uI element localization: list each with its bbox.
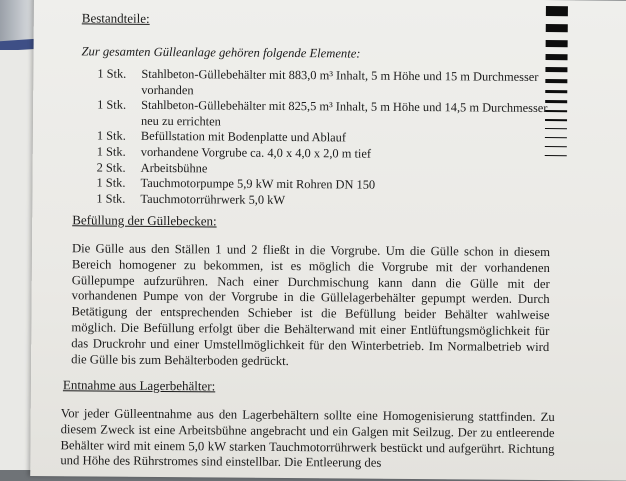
- list-item: [97, 67, 557, 102]
- item-quantity: 1 Stk.: [97, 66, 127, 81]
- item-description: Arbeitsbühne: [140, 160, 208, 175]
- item-quantity: 2 Stk.: [96, 160, 126, 175]
- removal-paragraph: Vor jeder Gülleentnahme aus den Lagerbehältern sollte eine Homogenisierung stattfinden. Zu diesem Zweck ist eine Arbeitsbühne angebracht und ein Galgen mit Seilzug. Der zu entleerende Behälter wird mit einem 5,0 kW starken Tauchmotorrührwerk bestückt und aufgerührt. Richtung und Höhe des Rührstromes sind einstellbar. Die Entleerung des: [60, 406, 555, 471]
- components-list: [96, 67, 557, 211]
- item-description: Stahlbeton-Güllebehälter mit 883,0 m³ Inhalt, 5 m Höhe und 15 m Durchmesser vorhanden: [141, 66, 539, 97]
- item-description: Stahlbeton-Güllebehälter mit 825,5 m³ Inhalt, 5 m Höhe und 14,5 m Durchmesser neu zu errichten: [140, 98, 548, 129]
- removal-heading: Entnahme aus Lagerbehälter:: [62, 377, 216, 394]
- list-item: [96, 191, 556, 210]
- item-quantity: 1 Stk.: [96, 175, 126, 190]
- components-intro: Zur gesamten Gülleanlage gehören folgende Elemente:: [81, 44, 361, 61]
- filling-paragraph: Die Gülle aus den Ställen 1 und 2 fließt in die Vorgrube. Um die Gülle schon in diesem Bereich homogener zu bekommen, ist es möglich die Vorgrube mit der vorhandenen Güllepumpe aufzurühren. Nach einer Durchmischung kann dann die Gülle mit der vorhandenen Pumpe von der Vorgrube in die Güllelagerbehälter gepumpt werden. Durch Betätigung der entsprechenden Schieber ist die Befüllung beider Behälter wahlweise möglich. Die Befüllung erfolgt über die Behälterwand mit einer Entlüftungsmöglichkeit für das Druckrohr und einer Umstellmöglichkeit für den Winterbetrieb. Im Normalbetrieb wird die Gülle bis zum Behälterboden gedrückt.: [71, 241, 551, 368]
- item-description: vorhandene Vorgrube ca. 4,0 x 4,0 x 2,0 m tief: [140, 144, 372, 161]
- item-quantity: 1 Stk.: [97, 97, 127, 112]
- filling-heading: Befüllung der Güllebecken:: [72, 212, 217, 229]
- item-description: Tauchmotorrührwerk 5,0 kW: [140, 191, 286, 207]
- document-page: [30, 0, 626, 481]
- item-description: Befüllstation mit Bodenplatte und Ablauf: [140, 129, 347, 145]
- item-quantity: 1 Stk.: [96, 144, 126, 159]
- item-quantity: 1 Stk.: [96, 128, 126, 144]
- item-description: Tauchmotorpumpe 5,9 kW mit Rohren DN 150: [140, 175, 376, 192]
- components-heading: Bestandteile:: [81, 10, 150, 26]
- item-quantity: 1 Stk.: [96, 191, 126, 206]
- list-item: [97, 98, 557, 133]
